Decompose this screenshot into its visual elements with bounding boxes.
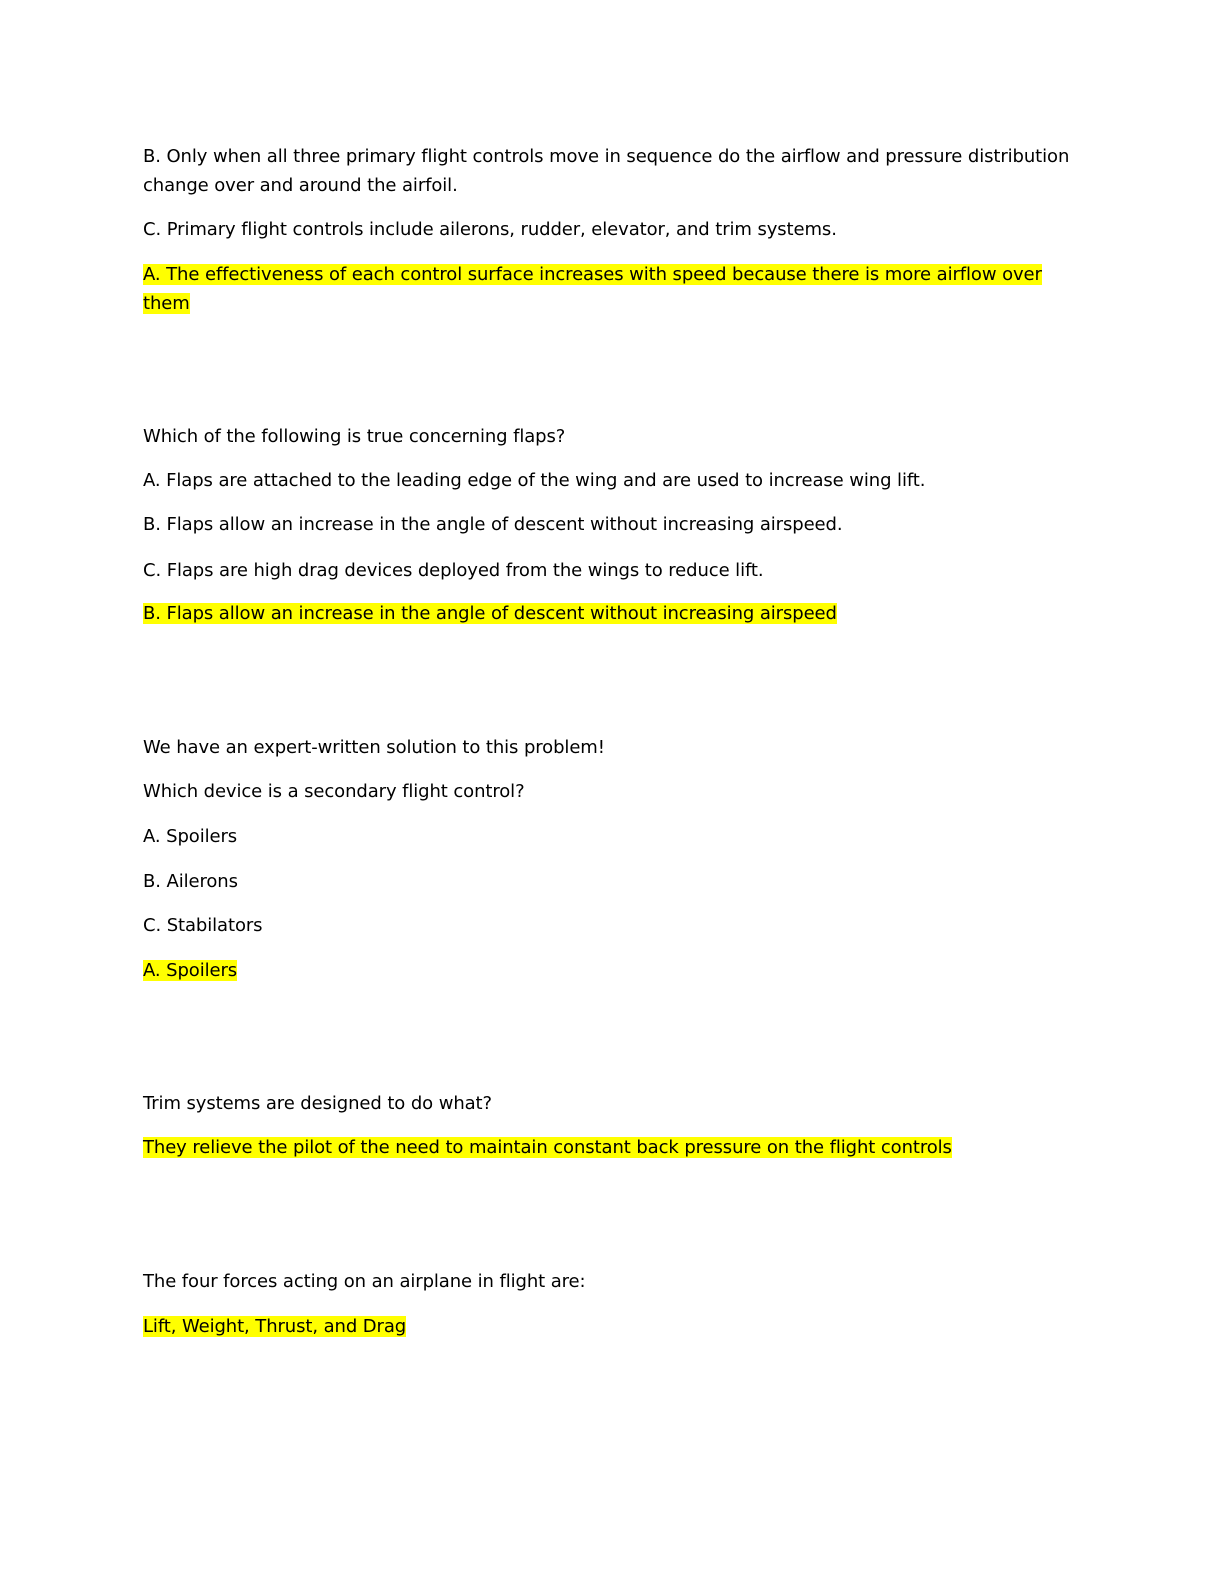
answer <box>143 1312 406 1341</box>
answer <box>143 956 237 985</box>
answer-line-1 <box>143 260 1042 289</box>
highlighted-answer: B. Flaps allow an increase in the angle of descent without increasing airspeed <box>143 603 837 624</box>
answer <box>143 599 837 628</box>
question-flaps: Which of the following is true concerning flaps? <box>143 426 566 447</box>
question-secondary-control: Which device is a secondary flight control? <box>143 781 525 802</box>
option-b: B. Flaps allow an increase in the angle of descent without increasing airspeed. <box>143 514 843 535</box>
option-b-line-2: change over and around the airfoil. <box>143 175 458 196</box>
option-b: B. Ailerons <box>143 871 238 892</box>
highlighted-answer: A. Spoilers <box>143 960 238 981</box>
option-a: A. Flaps are attached to the leading edge of the wing and are used to increase wing lift. <box>143 470 926 491</box>
answer <box>143 1133 952 1162</box>
option-a: A. Spoilers <box>143 826 238 847</box>
highlighted-answer: They relieve the pilot of the need to maintain constant back pressure on the flight controls <box>143 1137 952 1158</box>
expert-solution-note: We have an expert-written solution to this problem! <box>143 737 605 758</box>
question-four-forces: The four forces acting on an airplane in flight are: <box>143 1271 586 1292</box>
question-trim-systems: Trim systems are designed to do what? <box>143 1093 492 1114</box>
highlighted-answer: A. The effectiveness of each control surface increases with speed because there is more airflow over <box>143 264 1042 285</box>
option-b-line-1: B. Only when all three primary flight controls move in sequence do the airflow and pressure distribution <box>143 146 1070 167</box>
answer-line-2 <box>143 289 190 318</box>
option-c: C. Flaps are high drag devices deployed from the wings to reduce lift. <box>143 560 764 581</box>
highlighted-answer: Lift, Weight, Thrust, and Drag <box>143 1316 407 1337</box>
highlighted-answer: them <box>143 293 190 314</box>
option-c: C. Primary flight controls include ailerons, rudder, elevator, and trim systems. <box>143 219 837 240</box>
option-c: C. Stabilators <box>143 915 263 936</box>
